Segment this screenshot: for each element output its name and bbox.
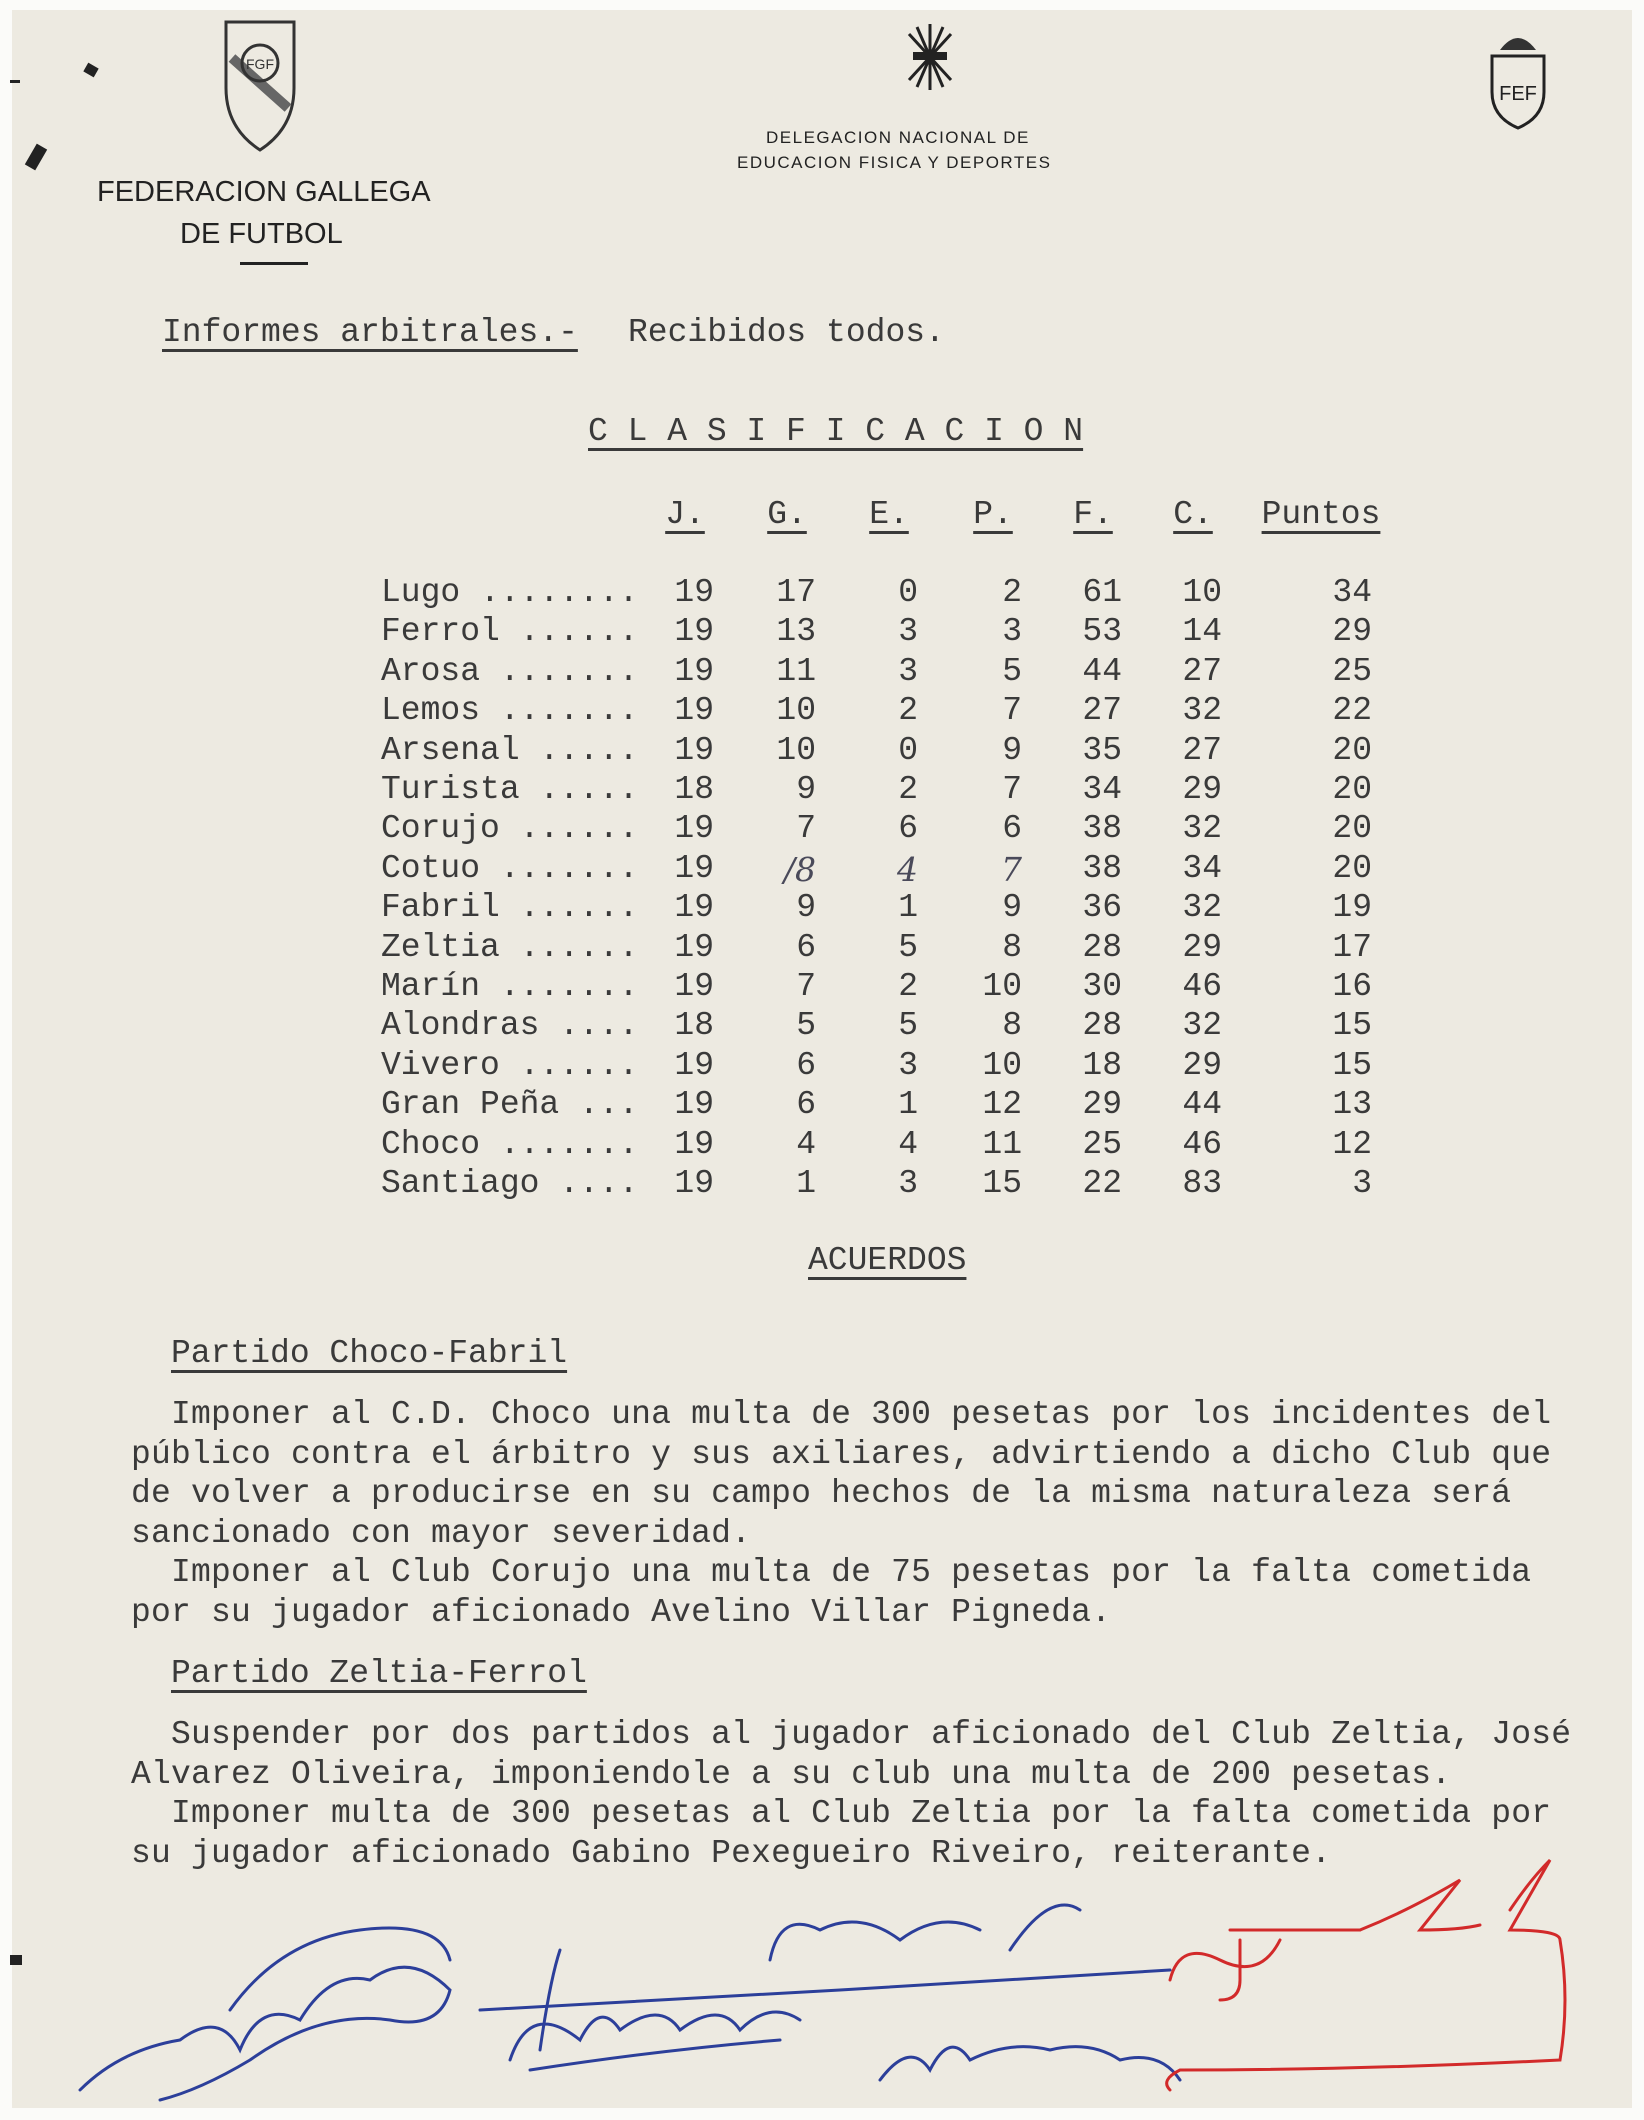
stat-j: 18 bbox=[674, 1007, 714, 1045]
stat-e: 3 bbox=[898, 652, 918, 690]
stat-c: 46 bbox=[1182, 968, 1222, 1005]
stat-p: 2 bbox=[1002, 574, 1022, 611]
standings-title: C L A S I F I C A C I O N bbox=[588, 413, 1084, 450]
column-header: G. bbox=[767, 496, 807, 533]
stat-g: 6 bbox=[796, 1046, 816, 1084]
blue-signatures bbox=[80, 1905, 1180, 2100]
team-name: Gran Peña ... bbox=[381, 1086, 639, 1124]
column-header: J. bbox=[665, 496, 705, 533]
stat-pts: 34 bbox=[1332, 574, 1372, 611]
red-signature bbox=[1167, 1860, 1565, 2090]
stat-p: 5 bbox=[1002, 652, 1022, 690]
stat-g: 4 bbox=[796, 1125, 816, 1163]
stat-p: 11 bbox=[982, 1125, 1022, 1163]
stat-pts: 20 bbox=[1332, 731, 1372, 769]
stat-p: 7 bbox=[1002, 692, 1022, 730]
stat-c: 29 bbox=[1182, 928, 1222, 966]
stat-g: 17 bbox=[776, 574, 816, 611]
stat-e: 5 bbox=[898, 1007, 918, 1045]
stat-pts: 25 bbox=[1332, 652, 1372, 690]
stat-f: 53 bbox=[1082, 613, 1122, 651]
stat-j: 19 bbox=[674, 652, 714, 690]
stat-p: 9 bbox=[1002, 731, 1022, 769]
section-heading: Partido Choco-Fabril bbox=[171, 1335, 568, 1372]
stat-p: 7 bbox=[1001, 849, 1022, 889]
stat-pts: 29 bbox=[1332, 613, 1372, 651]
stat-p: 6 bbox=[1002, 810, 1022, 848]
stat-f: 22 bbox=[1082, 1165, 1122, 1202]
stat-g: 9 bbox=[796, 771, 816, 808]
stat-p: 12 bbox=[982, 1086, 1022, 1124]
informes-label: Informes arbitrales.- bbox=[162, 314, 578, 351]
stat-g: 9 bbox=[796, 889, 816, 927]
stat-j: 18 bbox=[674, 771, 714, 808]
stat-f: 61 bbox=[1082, 574, 1122, 611]
team-name: Arsenal ..... bbox=[381, 731, 639, 769]
stat-j: 19 bbox=[674, 692, 714, 730]
stat-j: 19 bbox=[674, 810, 714, 848]
stat-c: 14 bbox=[1182, 613, 1222, 651]
stat-f: 25 bbox=[1082, 1125, 1122, 1163]
stat-p: 9 bbox=[1002, 889, 1022, 927]
svg-text:FGF: FGF bbox=[246, 56, 274, 72]
stat-g: 11 bbox=[776, 652, 816, 690]
stat-pts: 12 bbox=[1332, 1125, 1372, 1163]
stat-j: 19 bbox=[674, 731, 714, 769]
stat-pts: 15 bbox=[1332, 1007, 1372, 1045]
stat-e: 3 bbox=[898, 613, 918, 651]
org-name-line2: DE FUTBOL bbox=[180, 218, 343, 250]
stat-g: 10 bbox=[776, 731, 816, 769]
informes-value: Recibidos todos. bbox=[628, 314, 945, 351]
team-name: Lugo ........ bbox=[381, 574, 639, 611]
stat-f: 38 bbox=[1082, 849, 1122, 887]
stat-e: 2 bbox=[898, 771, 918, 808]
stat-c: 34 bbox=[1182, 849, 1222, 887]
org-name-line1: FEDERACION GALLEGA bbox=[97, 176, 431, 208]
stat-f: 18 bbox=[1082, 1046, 1122, 1084]
stat-f: 28 bbox=[1082, 1007, 1122, 1045]
stat-p: 3 bbox=[1002, 613, 1022, 651]
stat-f: 28 bbox=[1082, 928, 1122, 966]
stat-e: 1 bbox=[898, 1086, 918, 1124]
stat-f: 27 bbox=[1082, 692, 1122, 730]
stat-j: 19 bbox=[674, 1086, 714, 1124]
stat-j: 19 bbox=[674, 1165, 714, 1202]
stat-e: 5 bbox=[898, 928, 918, 966]
margin-mark bbox=[10, 80, 20, 83]
stat-c: 27 bbox=[1182, 652, 1222, 690]
stat-c: 32 bbox=[1182, 889, 1222, 927]
team-name: Turista ..... bbox=[381, 771, 639, 808]
team-name: Choco ....... bbox=[381, 1125, 639, 1163]
paragraph-line: Alvarez Oliveira, imponiendole a su club una multa de 200 pesetas. bbox=[131, 1755, 1452, 1793]
stat-j: 19 bbox=[674, 849, 714, 887]
stat-pts: 15 bbox=[1332, 1046, 1372, 1084]
stat-e: 4 bbox=[898, 1125, 918, 1163]
paragraph-line: su jugador aficionado Gabino Pexegueiro Riveiro, reiterante. bbox=[131, 1834, 1332, 1872]
team-name: Vivero ...... bbox=[381, 1046, 639, 1084]
stat-f: 29 bbox=[1082, 1086, 1122, 1124]
stat-f: 44 bbox=[1082, 652, 1122, 690]
stat-j: 19 bbox=[674, 613, 714, 651]
margin-mark bbox=[10, 1955, 22, 1965]
team-name: Corujo ...... bbox=[381, 810, 639, 848]
stat-e: 0 bbox=[898, 574, 918, 611]
section-heading: Partido Zeltia-Ferrol bbox=[171, 1655, 587, 1692]
column-header: Puntos bbox=[1261, 496, 1381, 533]
team-name: Zeltia ...... bbox=[381, 928, 639, 966]
stat-p: 10 bbox=[982, 968, 1022, 1005]
stat-pts: 3 bbox=[1352, 1165, 1372, 1202]
stat-e: 2 bbox=[898, 692, 918, 730]
stat-g: 6 bbox=[796, 1086, 816, 1124]
delegation-line1: DELEGACION NACIONAL DE bbox=[766, 128, 1030, 147]
stat-pts: 20 bbox=[1332, 849, 1372, 887]
stat-g: 7 bbox=[796, 810, 816, 848]
stat-c: 29 bbox=[1182, 771, 1222, 808]
acuerdos-title: ACUERDOS bbox=[808, 1242, 967, 1279]
stat-pts: 16 bbox=[1332, 968, 1372, 1005]
stat-c: 44 bbox=[1182, 1086, 1222, 1124]
spanish-federation-crest bbox=[1486, 22, 1550, 132]
stat-f: 36 bbox=[1082, 889, 1122, 927]
stat-p: 8 bbox=[1002, 1007, 1022, 1045]
paragraph-line: Imponer al Club Corujo una multa de 75 pesetas por la falta cometida bbox=[171, 1554, 1532, 1591]
stat-pts: 20 bbox=[1332, 810, 1372, 848]
stat-j: 19 bbox=[674, 928, 714, 966]
divider-line bbox=[240, 262, 308, 265]
stat-pts: 13 bbox=[1332, 1086, 1372, 1124]
stat-c: 10 bbox=[1182, 574, 1222, 611]
stat-e: 4 bbox=[897, 849, 918, 889]
stat-g: /8 bbox=[783, 849, 816, 889]
stat-g: 5 bbox=[796, 1007, 816, 1045]
paragraph-line: Suspender por dos partidos al jugador aficionado del Club Zeltia, José bbox=[171, 1716, 1572, 1753]
team-name: Santiago .... bbox=[381, 1165, 639, 1202]
stat-p: 15 bbox=[982, 1165, 1022, 1202]
stat-c: 83 bbox=[1182, 1165, 1222, 1202]
stat-g: 6 bbox=[796, 928, 816, 966]
stat-j: 19 bbox=[674, 1046, 714, 1084]
paragraph-line: público contra el árbitro y sus axiliares, advirtiendo a dicho Club que bbox=[131, 1435, 1552, 1473]
stat-c: 32 bbox=[1182, 810, 1222, 848]
stat-e: 3 bbox=[898, 1046, 918, 1084]
team-name: Ferrol ...... bbox=[381, 613, 639, 651]
team-name: Alondras .... bbox=[381, 1007, 639, 1045]
stat-pts: 20 bbox=[1332, 771, 1372, 808]
stat-g: 7 bbox=[796, 968, 816, 1005]
stat-f: 30 bbox=[1082, 968, 1122, 1005]
stat-j: 19 bbox=[674, 1125, 714, 1163]
yoke-arrows-emblem bbox=[905, 22, 955, 92]
stat-j: 19 bbox=[674, 574, 714, 611]
signatures bbox=[60, 1850, 1600, 2110]
team-name: Marín ....... bbox=[381, 968, 639, 1005]
stat-p: 8 bbox=[1002, 928, 1022, 966]
stat-c: 32 bbox=[1182, 1007, 1222, 1045]
stat-j: 19 bbox=[674, 968, 714, 1005]
paragraph-line: Imponer multa de 300 pesetas al Club Zeltia por la falta cometida por bbox=[171, 1795, 1552, 1832]
team-name: Lemos ....... bbox=[381, 692, 639, 730]
federation-shield-logo bbox=[222, 18, 298, 153]
stat-p: 10 bbox=[982, 1046, 1022, 1084]
column-header: P. bbox=[973, 496, 1013, 533]
column-header: C. bbox=[1173, 496, 1213, 533]
stat-c: 32 bbox=[1182, 692, 1222, 730]
stat-f: 38 bbox=[1082, 810, 1122, 848]
stat-pts: 22 bbox=[1332, 692, 1372, 730]
paragraph-line: de volver a producirse en su campo hechos de la misma naturaleza será bbox=[131, 1475, 1512, 1512]
stat-f: 34 bbox=[1082, 771, 1122, 808]
stat-c: 46 bbox=[1182, 1125, 1222, 1163]
stat-e: 1 bbox=[898, 889, 918, 927]
svg-text:FEF: FEF bbox=[1499, 83, 1537, 105]
team-name: Fabril ...... bbox=[381, 889, 639, 927]
stat-e: 6 bbox=[898, 810, 918, 848]
delegation-line2: EDUCACION FISICA Y DEPORTES bbox=[737, 153, 1052, 172]
stat-e: 2 bbox=[898, 968, 918, 1005]
stat-c: 29 bbox=[1182, 1046, 1222, 1084]
column-header: F. bbox=[1073, 496, 1113, 533]
stat-e: 0 bbox=[898, 731, 918, 769]
stat-p: 7 bbox=[1002, 771, 1022, 808]
stat-j: 19 bbox=[674, 889, 714, 927]
paragraph-line: sancionado con mayor severidad. bbox=[131, 1514, 752, 1552]
stat-f: 35 bbox=[1082, 731, 1122, 769]
column-header: E. bbox=[869, 496, 909, 533]
paragraph-line: por su jugador aficionado Avelino Villar Pigneda. bbox=[131, 1593, 1112, 1631]
team-name: Arosa ....... bbox=[381, 652, 639, 690]
stat-pts: 19 bbox=[1332, 889, 1372, 927]
stat-g: 13 bbox=[776, 613, 816, 651]
stat-g: 1 bbox=[796, 1165, 816, 1202]
paragraph-line: Imponer al C.D. Choco una multa de 300 pesetas por los incidentes del bbox=[171, 1396, 1552, 1433]
stat-pts: 17 bbox=[1332, 928, 1372, 966]
stat-e: 3 bbox=[898, 1165, 918, 1202]
stat-c: 27 bbox=[1182, 731, 1222, 769]
stat-g: 10 bbox=[776, 692, 816, 730]
team-name: Cotuo ....... bbox=[381, 849, 639, 887]
